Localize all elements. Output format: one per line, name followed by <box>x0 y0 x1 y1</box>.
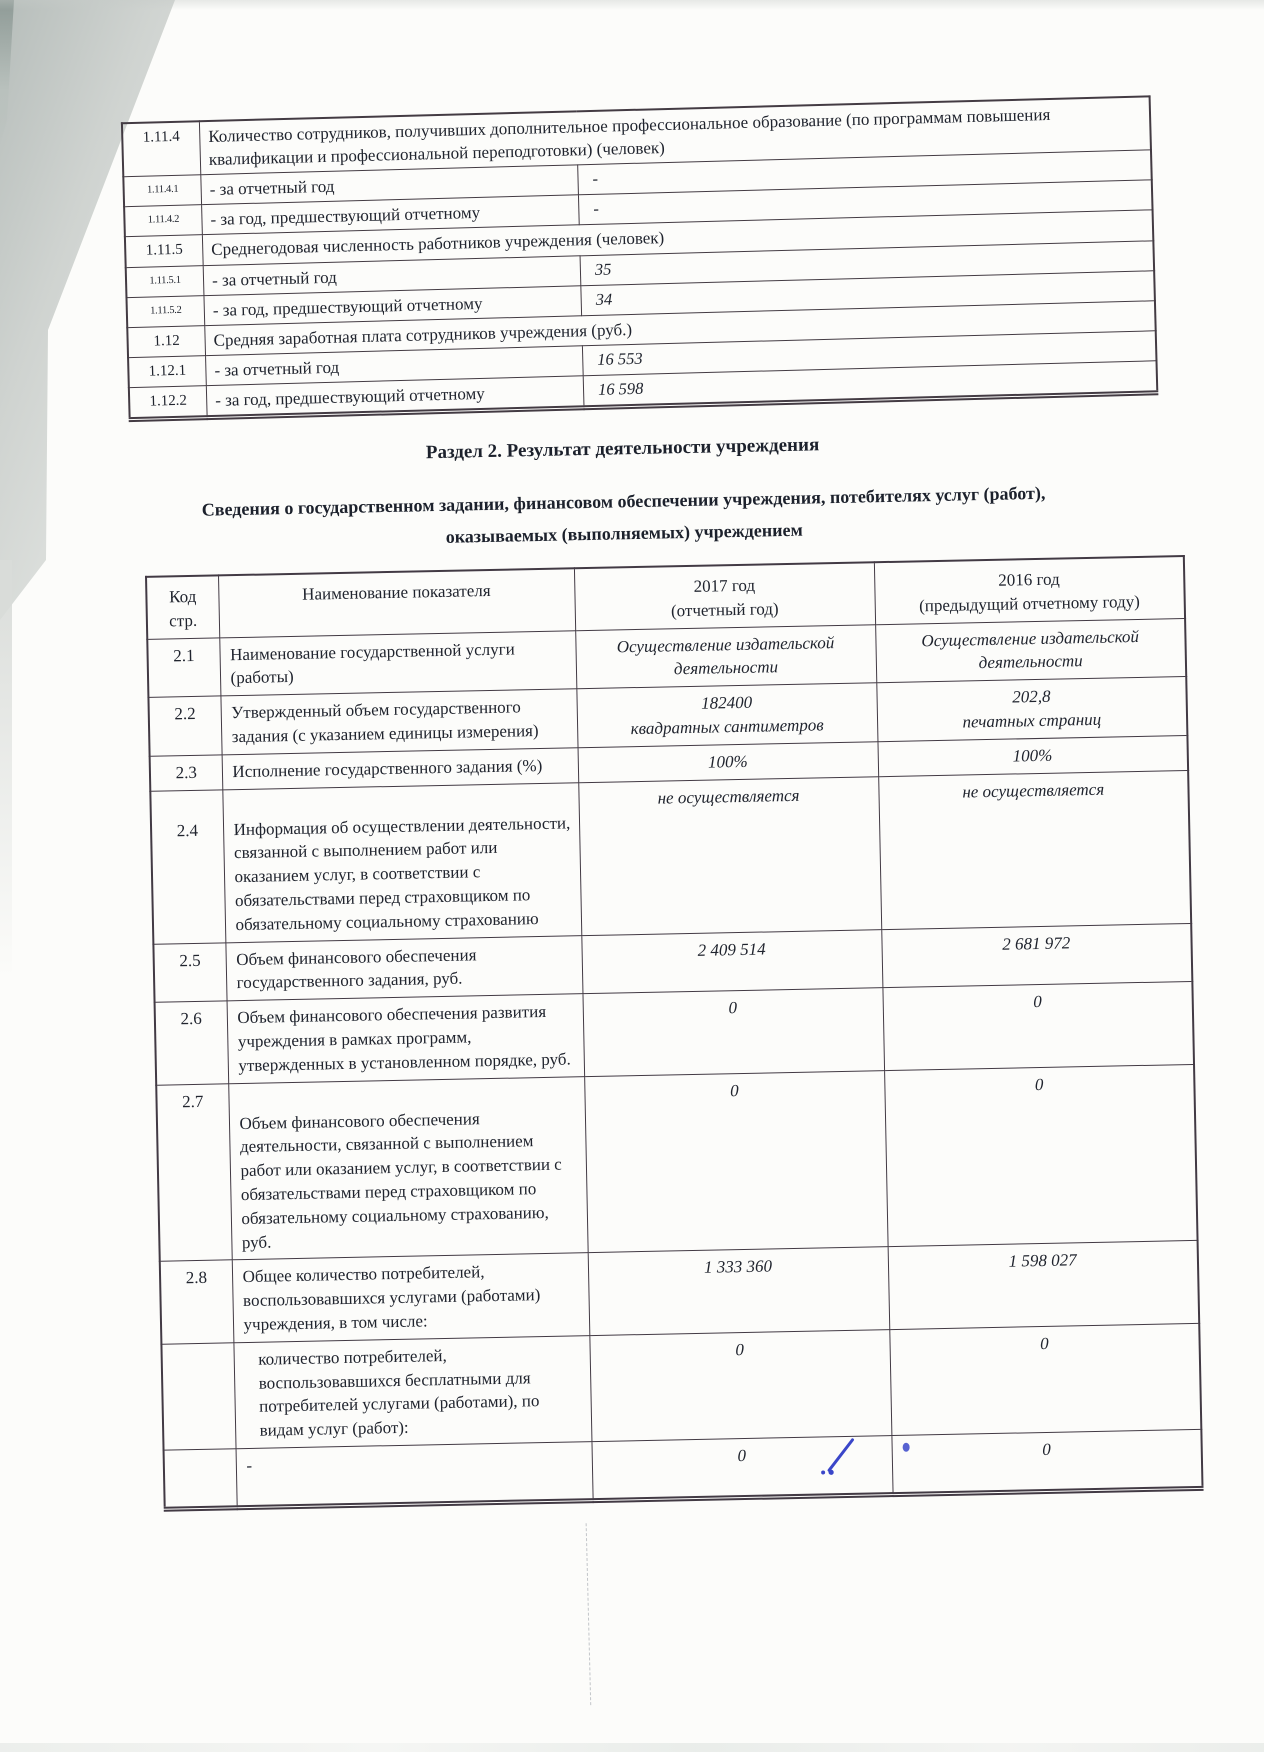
col-header-name: Наименование показателя <box>218 568 575 637</box>
section-title: Раздел 2. Результат деятельности учреждения <box>425 434 820 464</box>
row-value: 16 553 <box>582 331 1156 376</box>
cell-name: Общее количество потребителей, воспользовавшихся услугами (работами) учреждения, в том числе: <box>232 1253 590 1343</box>
cell-name: количество потребителей, воспользовавшихся бесплатными для потребителей услугами (работами), по видам услуг (работ): <box>233 1335 591 1448</box>
row-label: - за отчетный год <box>203 255 581 295</box>
row-value: 34 <box>581 270 1155 315</box>
row-code: 1.11.4 <box>122 121 201 177</box>
cell-code: 2.3 <box>150 755 223 791</box>
cell-name: Исполнение государственного задания (%) <box>222 748 579 790</box>
col-header-2017-year: 2017 год <box>693 575 756 596</box>
row-code: 1.11.4.1 <box>123 175 201 207</box>
table-row <box>150 770 1191 944</box>
section-subtitle <box>111 476 1136 560</box>
cell-name: Объем финансового обеспечения государственного задания, руб. <box>225 935 582 1001</box>
cell-value-2016: не осуществляется <box>878 770 1191 929</box>
cell-name: Объем финансового обеспечения развития учреждения в рамках программ, утвержденных в установленном порядке, руб. <box>227 994 585 1084</box>
cell-value-line: 182400 <box>700 692 753 713</box>
cell-value-2017: Осуществление издательской деятельности <box>575 624 876 689</box>
cell-value-2017: 0 <box>589 1329 891 1441</box>
section-subtitle-line1: Сведения о государственном задании, финансовом обеспечении учреждения, потебителях услуг (работ), <box>201 482 1046 520</box>
cell-code: 2.8 <box>160 1260 234 1344</box>
cell-value-2017 <box>576 683 877 748</box>
row-value: 16 598 <box>583 361 1157 408</box>
cell-value-2016: 0 <box>891 1429 1202 1494</box>
row-label: - за год, предшествующий отчетному <box>202 195 580 235</box>
cell-code: 2.4 <box>150 789 225 943</box>
cell-name: Информация об осуществлении деятельности, связанной с выполнением работ или оказанием услуг, в соответствии с обязательствами перед страховщиком по обязательному социальному страхованию <box>222 782 581 942</box>
cell-value-2016 <box>876 677 1187 742</box>
cell-value-line: 202,8 <box>1012 686 1051 707</box>
cell-value-line: квадратных сантиметров <box>630 715 824 739</box>
row-label: - за год, предшествующий отчетному <box>206 376 584 418</box>
cell-value-2016: 1 598 027 <box>888 1241 1200 1330</box>
row-label: Количество сотрудников, получивших дополнительное профессиональное образование (по программам повышения квалификации и профессиональной переподготовки) (человек) <box>199 96 1151 175</box>
cell-value-2017: не осуществляется <box>578 776 881 935</box>
col-header-2017-note: (отчетный год) <box>670 598 779 621</box>
cell-code: 2.7 <box>156 1083 232 1261</box>
col-header-2016-note: (предыдущий отчетному году) <box>918 591 1141 616</box>
cell-name: Объем финансового обеспечения деятельности, связанной с выполнением работ или оказанием услуг, в соответствии с обязательствами перед страховщиком по обязательному социальному страхованию, руб. <box>228 1076 587 1260</box>
cell-name: Наименование государственной услуги (работы) <box>219 630 576 696</box>
row-code: 1.11.5 <box>125 235 203 267</box>
cell-value-2016: 0 <box>882 982 1194 1071</box>
row-label: - за год, предшествующий отчетному <box>204 285 582 325</box>
cell-code: 2.1 <box>147 638 220 698</box>
cell-name: - <box>236 1442 593 1508</box>
section-subtitle-line2: оказываемых (выполняемых) учреждением <box>445 519 803 547</box>
cell-value-2017: 0 <box>591 1435 892 1500</box>
cell-code <box>164 1449 237 1509</box>
cell-value-2017: 2 409 514 <box>581 929 882 994</box>
row-code: 1.11.4.2 <box>124 205 202 237</box>
cell-value-2017: 0 <box>582 988 884 1076</box>
cell-code <box>161 1342 235 1450</box>
cell-value-2016: 100% <box>877 735 1188 776</box>
cell-name: Утвержденный объем государственного задания (с указанием единицы измерения) <box>220 689 577 755</box>
col-header-code: Код стр. <box>146 575 219 639</box>
row-code: 1.11.5.2 <box>126 295 204 327</box>
row-code: 1.11.5.1 <box>126 265 204 297</box>
cell-value-2016: 0 <box>884 1064 1197 1247</box>
cell-value-2016: 2 681 972 <box>881 923 1192 988</box>
cell-value-2017: 100% <box>578 741 879 782</box>
row-value: - <box>578 150 1152 195</box>
col-header-2017 <box>574 562 875 630</box>
cell-code: 2.2 <box>148 696 221 756</box>
cell-value-2016: Осуществление издательской деятельности <box>875 618 1186 683</box>
cell-value-2017: 1 333 360 <box>588 1247 890 1335</box>
row-label: - за отчетный год <box>201 165 579 205</box>
row-code: 1.12 <box>127 325 205 357</box>
report-table-1 <box>121 95 1159 422</box>
row-code: 1.12.2 <box>129 386 207 420</box>
cell-code: 2.5 <box>153 942 226 1002</box>
table-row <box>156 1064 1197 1262</box>
ink-speck <box>903 1443 910 1452</box>
ghost-column-line <box>586 1523 592 1705</box>
row-label: - за отчетный год <box>206 346 584 386</box>
cell-value-2016: 0 <box>889 1323 1201 1435</box>
row-code: 1.12.1 <box>128 356 206 388</box>
row-label: Среднегодовая численность работников учреждения (человек) <box>202 210 1153 265</box>
cell-code: 2.6 <box>155 1001 229 1085</box>
row-value: 35 <box>580 240 1154 285</box>
col-header-2016 <box>874 556 1185 624</box>
table-row <box>161 1323 1201 1450</box>
handwritten-check-icon <box>818 1432 863 1481</box>
col-header-2016-year: 2016 год <box>998 569 1060 590</box>
cell-value-2017: 0 <box>584 1070 887 1253</box>
cell-value-line: печатных страниц <box>962 709 1102 732</box>
report-table-2 <box>145 555 1204 1512</box>
row-value: - <box>578 180 1152 225</box>
row-label: Средняя заработная плата сотрудников учреждения (руб.) <box>205 301 1156 356</box>
